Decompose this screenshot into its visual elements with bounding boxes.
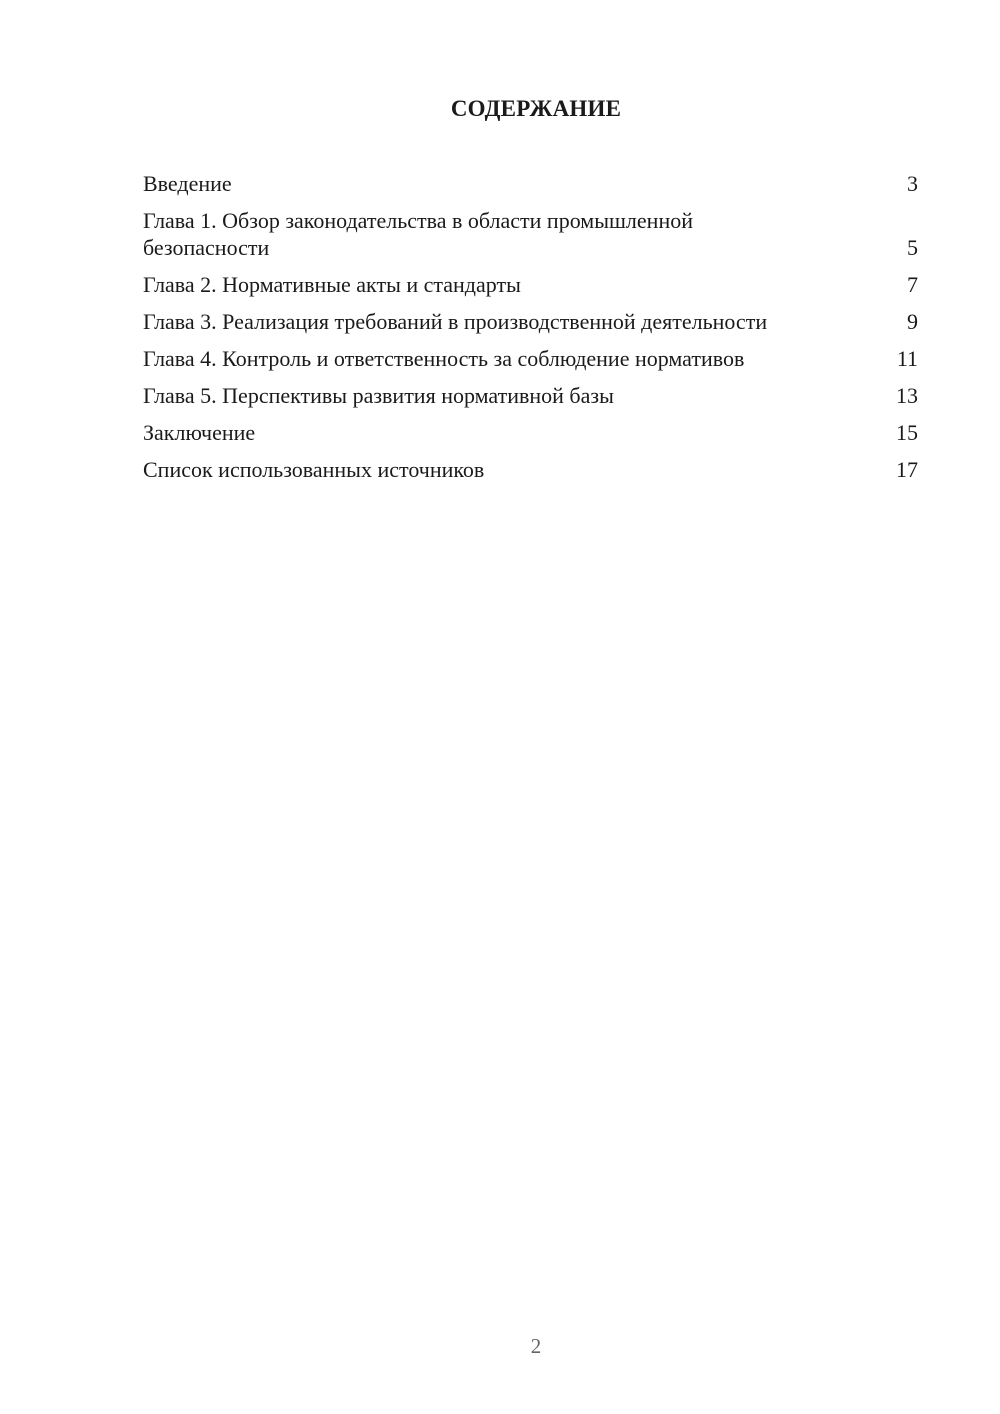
toc-entry-chapter-5 — [143, 382, 918, 409]
toc-entry-page: 15 — [896, 420, 918, 445]
toc-entry-title: Глава 2. Нормативные акты и стандарты — [143, 272, 521, 297]
toc-entry-chapter-1 — [143, 207, 918, 261]
toc-entry-title: Глава 1. Обзор законодательства в области промышленной безопасности — [143, 208, 693, 260]
toc-entry-page: 7 — [907, 272, 918, 297]
toc-entry-title: Введение — [143, 171, 232, 196]
toc-entry-chapter-3 — [143, 308, 918, 335]
toc-entry-title: Список использованных источников — [143, 457, 485, 482]
toc-entry-conclusion — [143, 419, 918, 446]
toc-entry-page: 11 — [896, 346, 918, 371]
toc-entry-title: Глава 3. Реализация требований в производственной деятельности — [143, 309, 768, 334]
page-number: 2 — [530, 1334, 542, 1358]
toc-entry-title: Заключение — [143, 420, 256, 445]
toc-entry-title: Глава 5. Перспективы развития нормативной базы — [143, 383, 614, 408]
toc-entry-page: 13 — [896, 383, 918, 408]
toc-entry-page: 3 — [907, 171, 918, 196]
toc-entry-page: 5 — [907, 235, 918, 260]
table-of-contents — [143, 170, 918, 493]
toc-entry-introduction — [143, 170, 918, 197]
toc-entry-page: 9 — [907, 309, 918, 334]
toc-entry-references — [143, 456, 918, 483]
toc-entry-title: Глава 4. Контроль и ответственность за соблюдение нормативов — [143, 346, 745, 371]
toc-heading: СОДЕРЖАНИЕ — [450, 96, 622, 121]
toc-entry-page: 17 — [896, 457, 918, 482]
toc-entry-chapter-2 — [143, 271, 918, 298]
toc-entry-chapter-4 — [143, 345, 918, 372]
